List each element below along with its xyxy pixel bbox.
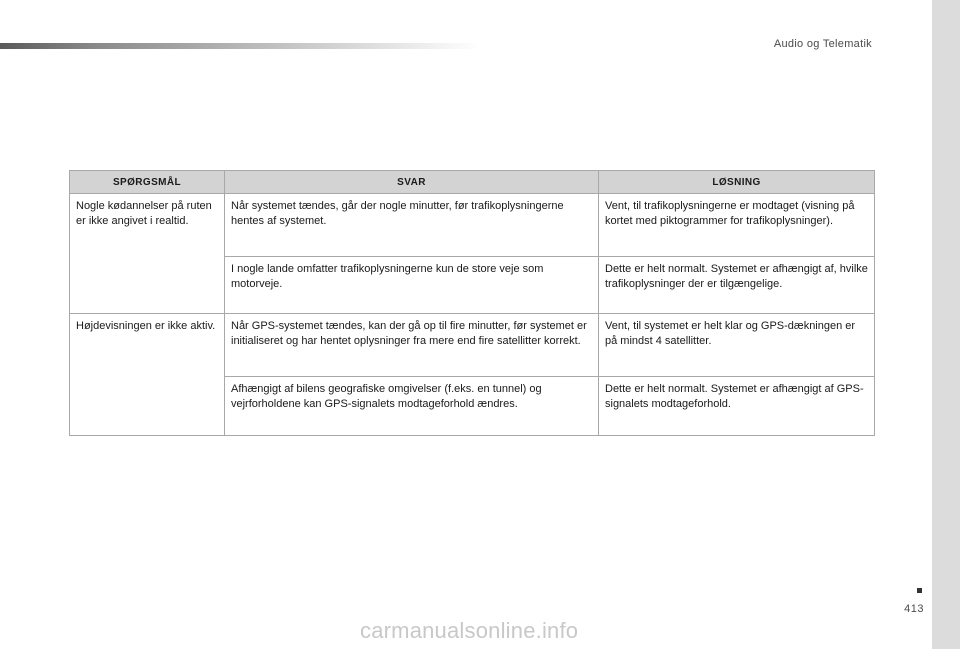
column-header-solution: LØSNING	[599, 171, 875, 194]
answer-cell: Når GPS-systemet tændes, kan der gå op til fire minutter, før systemet er initialiseret og har hentet oplysninger fra mere end fire satellitter korrekt.	[225, 314, 599, 377]
solution-cell: Vent, til systemet er helt klar og GPS-dækningen er på mindst 4 satellitter.	[599, 314, 875, 377]
question-cell: Højdevisningen er ikke aktiv.	[70, 314, 225, 436]
page-marker	[917, 588, 922, 593]
solution-cell: Dette er helt normalt. Systemet er afhængigt af GPS-signalets modtageforhold.	[599, 377, 875, 436]
question-cell: Nogle kødannelser på ruten er ikke angivet i realtid.	[70, 194, 225, 314]
faq-table	[69, 170, 875, 436]
table-row	[70, 314, 875, 377]
column-header-answer: SVAR	[225, 171, 599, 194]
solution-cell: Vent, til trafikoplysningerne er modtaget (visning på kortet med piktogrammer for trafikoplysninger).	[599, 194, 875, 257]
table-header-row	[70, 171, 875, 194]
section-title: Audio og Telematik	[773, 38, 872, 50]
page-number: 413	[904, 603, 924, 615]
answer-cell: Afhængigt af bilens geografiske omgivelser (f.eks. en tunnel) og vejrforholdene kan GPS-signalets modtageforhold ændres.	[225, 377, 599, 436]
watermark: carmanualsonline.info	[360, 618, 579, 643]
answer-cell: I nogle lande omfatter trafikoplysningerne kun de store veje som motorveje.	[225, 257, 599, 314]
table-row	[70, 194, 875, 257]
column-header-question: SPØRGSMÅL	[70, 171, 225, 194]
header-gradient-bar	[0, 43, 480, 49]
answer-cell: Når systemet tændes, går der nogle minutter, før trafikoplysningerne hentes af systemet.	[225, 194, 599, 257]
solution-cell: Dette er helt normalt. Systemet er afhængigt af, hvilke trafikoplysninger der er tilgængelige.	[599, 257, 875, 314]
side-tab-strip	[932, 0, 960, 649]
